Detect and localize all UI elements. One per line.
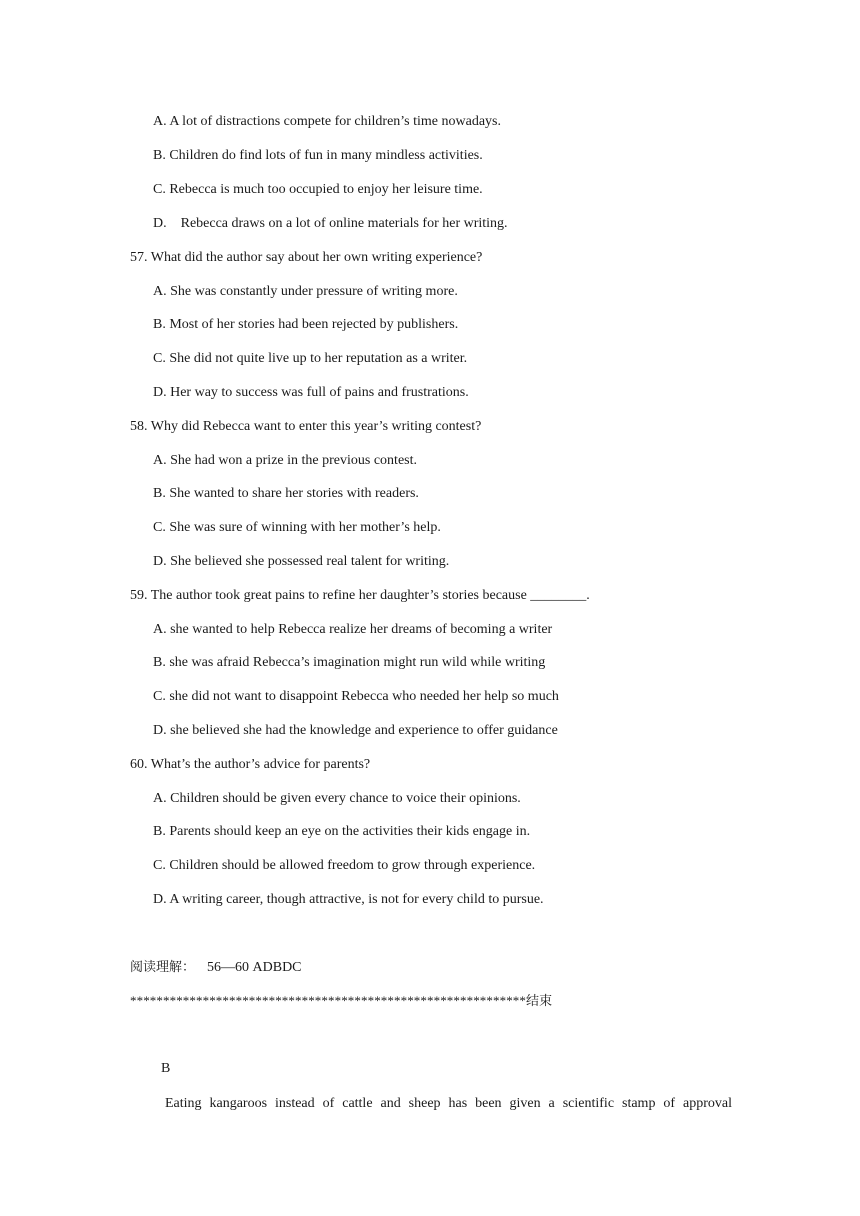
end-marker-label: 结束 xyxy=(526,994,553,1009)
q60-question: 60. What’s the author’s advice for parents? xyxy=(130,757,371,772)
q57-option-c: C. She did not quite live up to her reputation as a writer. xyxy=(153,351,468,366)
end-marker-stars: ************************************************************ xyxy=(130,993,526,1008)
q59-option-b: B. she was afraid Rebecca’s imagination might run wild while writing xyxy=(153,655,546,670)
q59-option-d: D. she believed she had the knowledge and experience to offer guidance xyxy=(153,723,558,738)
q60-option-a: A. Children should be given every chance to voice their opinions. xyxy=(153,791,521,806)
q57-option-d: D. Her way to success was full of pains and frustrations. xyxy=(153,385,469,400)
end-marker xyxy=(130,992,552,1011)
q57-option-b: B. Most of her stories had been rejected by publishers. xyxy=(153,317,459,332)
answer-key xyxy=(130,959,302,977)
q56-option-a: A. A lot of distractions compete for children’s time nowadays. xyxy=(153,114,501,129)
q56-option-d: D. Rebecca draws on a lot of online materials for her writing. xyxy=(153,216,508,231)
q60-option-b: B. Parents should keep an eye on the activities their kids engage in. xyxy=(153,824,531,839)
q58-option-b: B. She wanted to share her stories with readers. xyxy=(153,486,419,501)
q56-option-b: B. Children do find lots of fun in many mindless activities. xyxy=(153,148,483,163)
q56-option-c: C. Rebecca is much too occupied to enjoy her leisure time. xyxy=(153,182,483,197)
q60-option-c: C. Children should be allowed freedom to grow through experience. xyxy=(153,858,536,873)
answer-key-label: 阅读理解： xyxy=(130,960,196,975)
q58-option-d: D. She believed she possessed real talent for writing. xyxy=(153,554,450,569)
q60-option-d: D. A writing career, though attractive, is not for every child to pursue. xyxy=(153,892,544,907)
q59-option-a: A. she wanted to help Rebecca realize her dreams of becoming a writer xyxy=(153,622,553,637)
q59-question: 59. The author took great pains to refine her daughter’s stories because ________. xyxy=(130,588,590,603)
q58-question: 58. Why did Rebecca want to enter this year’s writing contest? xyxy=(130,419,482,434)
section-b-heading: B xyxy=(161,1061,171,1076)
answer-key-answers: 56—60 ADBDC xyxy=(207,960,302,975)
q59-option-c: C. she did not want to disappoint Rebecca who needed her help so much xyxy=(153,689,559,704)
q58-option-c: C. She was sure of winning with her mother’s help. xyxy=(153,520,441,535)
section-b-paragraph-line: Eating kangaroos instead of cattle and sheep has been given a scientific stamp of approval xyxy=(165,1096,732,1111)
q57-question: 57. What did the author say about her own writing experience? xyxy=(130,250,483,265)
q58-option-a: A. She had won a prize in the previous contest. xyxy=(153,453,417,468)
q57-option-a: A. She was constantly under pressure of writing more. xyxy=(153,284,458,299)
